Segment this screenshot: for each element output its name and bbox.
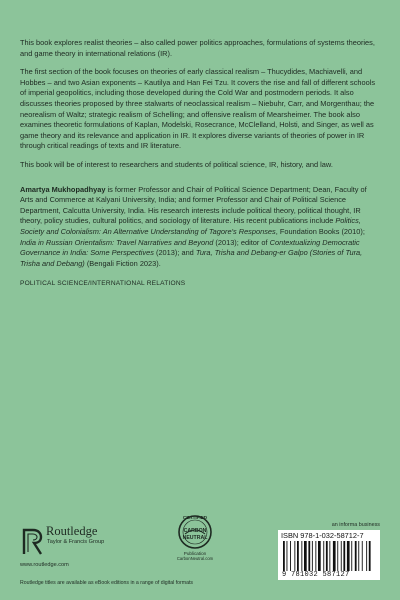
ebook-note: Routledge titles are available as eBook editions in a range of digital formats xyxy=(20,580,194,586)
carbon-neutral-badge xyxy=(167,512,223,572)
publisher-url: www.routledge.com xyxy=(20,562,69,568)
book-pub-2: (2013); editor of xyxy=(213,237,270,247)
isbn-label: ISBN 978-1-032-58712-7 xyxy=(281,531,364,540)
publisher-group: Taylor & Francis Group xyxy=(47,539,105,545)
carbon-publication: Publication xyxy=(183,551,207,556)
back-cover-text xyxy=(20,38,380,290)
book-title-4: Tura, Trisha and Debang-er Galpo (Stories of Tura, Trisha and Debang) xyxy=(20,248,363,268)
subject-category: POLITICAL SCIENCE/INTERNATIONAL RELATIONS xyxy=(20,280,186,288)
informa-note: an informa business xyxy=(331,522,380,528)
author-name: Amartya Mukhopadhyay xyxy=(20,184,106,194)
book-title-2: India in Russian Orientalism: Travel Narratives and Beyond xyxy=(20,237,214,247)
barcode-icon xyxy=(283,541,375,571)
carbon-url: CarbonNeutral.com xyxy=(176,556,214,561)
carbon-neutral-icon xyxy=(175,512,215,550)
blurb-paragraph-3: This book will be of interest to researchers and students of political science, IR, history, and law. xyxy=(20,159,333,169)
isbn-barcode xyxy=(278,530,380,580)
carbon-mid-label-1: CARBON xyxy=(183,528,207,534)
blurb-paragraph-2: The first section of the book focuses on theories of early classical realism – Thucydides, Machiavelli, and Hobbes – and two Asian exponents – Kautilya and Han Fei Tzu. It covers the rise and fall of different schools of imperial geopolitics, including those developed during the Cold War and postmodern periods. It also discusses theories proposed by three stalwarts of neoclassical realism – Niebuhr, Carr, and Morgenthau; the neorealism of Waltz; strategic realism of Schelling; and offensive realism of Mearsheimer. The book also examines theoretic formulations of Kaplan, Modelski, Rosecrance, McClelland, Holsti, and Singer, as well as game theory and its relevance and application in IR. It explores diverse variants of theories of power in IR through critical readings of texts and IR literature. xyxy=(20,67,376,151)
book-pub-1: , Foundation Books (2010); xyxy=(275,226,365,236)
carbon-top-label: CERTIFIED xyxy=(182,515,208,520)
routledge-r-icon xyxy=(20,526,46,556)
author-bio xyxy=(20,185,380,270)
book-pub-3: (2013); and xyxy=(153,248,196,258)
isbn-digits: 9 781032 587127 xyxy=(282,571,350,579)
blurb-paragraph-1: This book explores realist theories – also called power politics approaches, formulations of systems theories, and game theory in international relations (IR). xyxy=(20,38,375,58)
book-pub-4: (Bengali Fiction 2023). xyxy=(84,258,161,268)
publisher-name: Routledge xyxy=(46,524,98,538)
routledge-logo xyxy=(20,524,140,562)
book-title-3: Contextualizing Democratic Governance in India: Some Perspectives xyxy=(20,237,360,258)
author-bio-text: is former Professor and Chair of Political Science Department; Dean, Faculty of Arts and Commerce at Kalyani University, India; and former Professor and Chair of Political Science Department, Calcutta University, India. His research interests include political theory, political thought, IR theory, policy studies, cultural politics, and sociology of literature. His recent publications include xyxy=(20,184,367,226)
book-title-1: Politics, Society and Colonialism: An Alternative Understanding of Tagore's Responses xyxy=(20,216,361,236)
carbon-mid-label-2: NEUTRAL xyxy=(182,535,208,541)
